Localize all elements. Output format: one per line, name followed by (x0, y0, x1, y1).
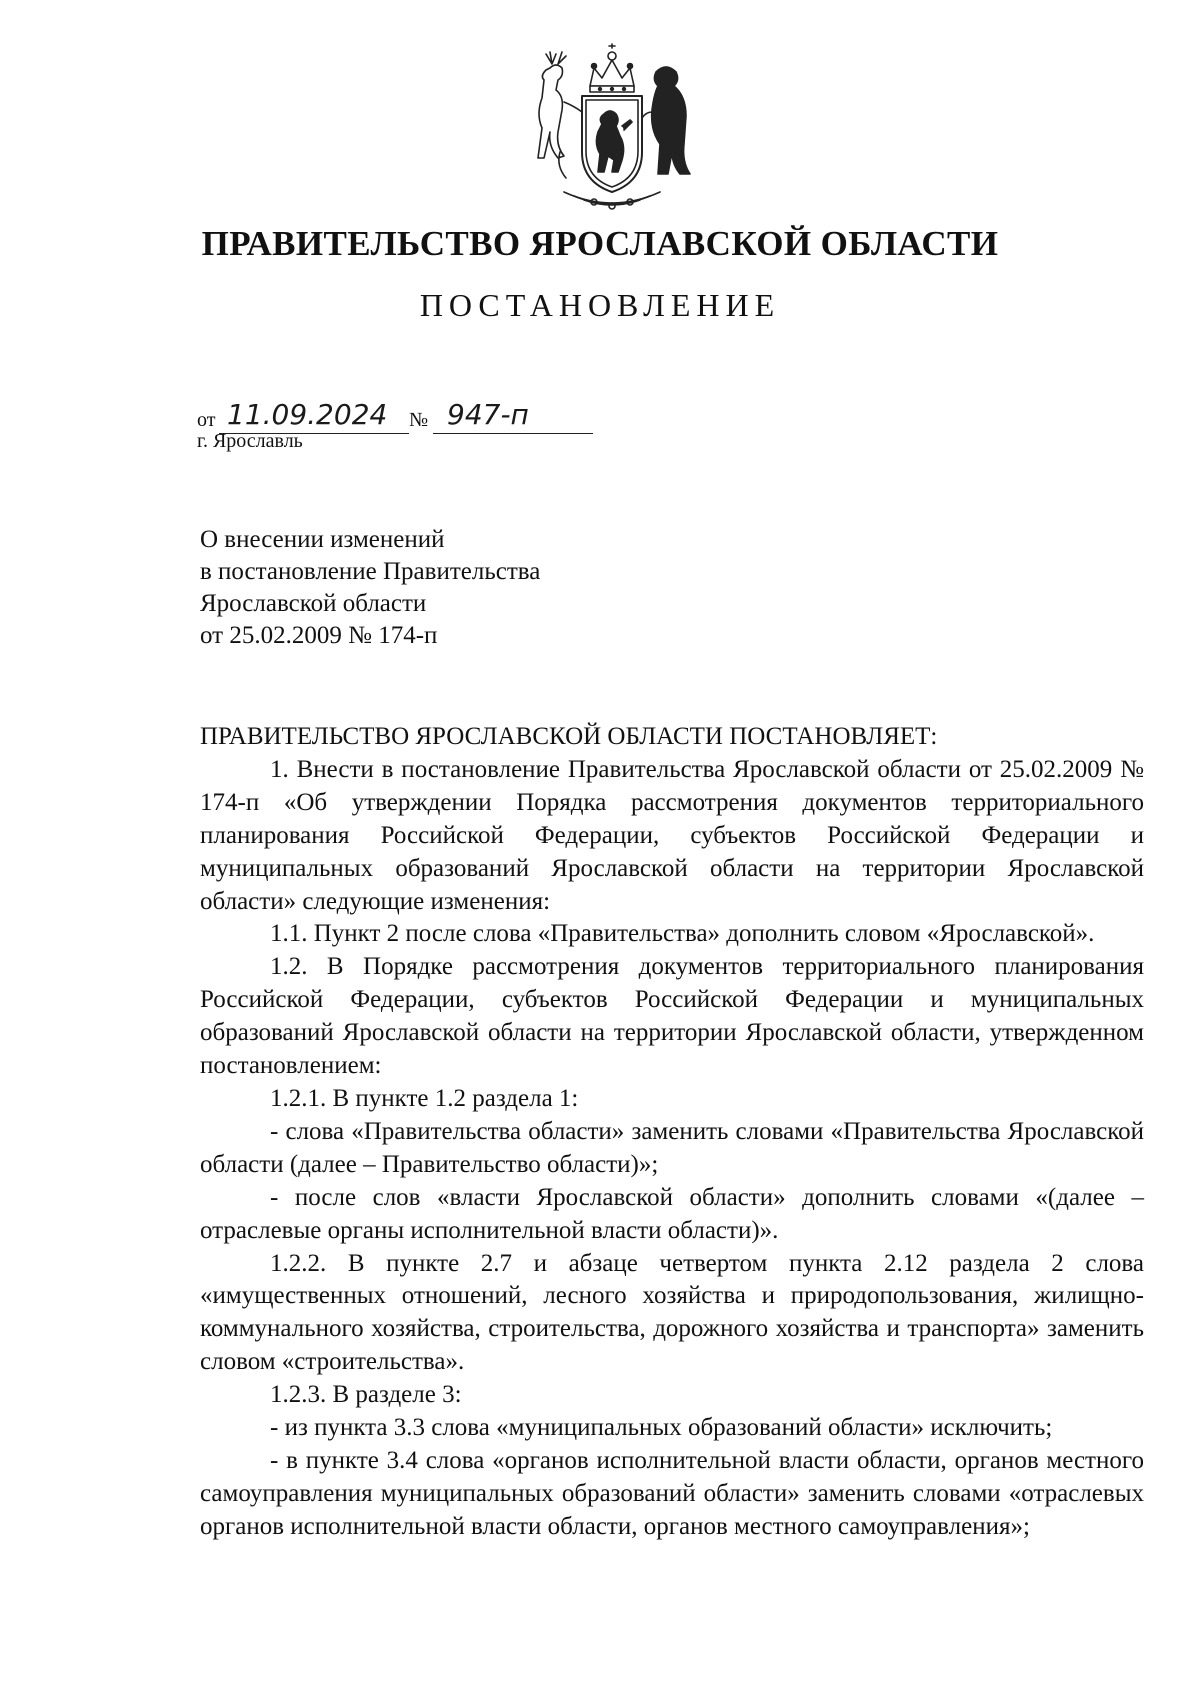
registration-line (197, 390, 617, 434)
registration-number: 947-п (447, 398, 529, 431)
resolution-heading: ПРАВИТЕЛЬСТВО ЯРОСЛАВСКОЙ ОБЛАСТИ ПОСТАНОВЛЯЕТ: (200, 723, 938, 750)
date-prefix: от (197, 409, 216, 431)
number-underline (433, 433, 593, 434)
document-type: ПОСТАНОВЛЕНИЕ (419, 287, 781, 323)
subject-line: от 25.02.2009 № 174-п (200, 622, 438, 649)
paragraph-dash-3: - из пункта 3.3 слова «муниципальных образований области» исключить; (270, 1414, 1053, 1442)
paragraph-item-1-2-3: 1.2.3. В разделе 3: (270, 1381, 462, 1409)
paragraph-item-1: 1. Внести в постановление Правительства Ярославской области от 25.02.2009 № 174-п «Об утверждении Порядка рассмотрения документов территориального планирования Российской Федерации, субъектов Российской Федерации и муниципальных образований Ярославской области на территории Ярославской области» следующие изменения: (200, 755, 1144, 915)
document-body (200, 721, 1144, 1544)
city: г. Ярославль (197, 430, 303, 452)
subject-line: в постановление Правительства (200, 558, 541, 585)
yaroslavl-coat-of-arms-icon (524, 42, 700, 214)
paragraph-dash-2: - после слов «власти Ярославской области» дополнить словами «(далее – отраслевые органы исполнительной власти области)». (200, 1183, 1144, 1244)
paragraph-item-1-2-1: 1.2.1. В пункте 1.2 раздела 1: (270, 1084, 579, 1112)
subject-line: О внесении изменений (200, 526, 445, 553)
document-subject (200, 524, 540, 652)
registration-date: 11.09.2024 (227, 398, 388, 431)
paragraph-dash-1: - слова «Правительства области» заменить словами «Правительства Ярославской области (далее – Правительство области)»; (200, 1117, 1144, 1178)
paragraph-dash-4: - в пункте 3.4 слова «органов исполнительной власти области, органов местного самоуправления муниципальных образований области» заменить словами «отраслевых органов исполнительной власти области, органов местного самоуправления»; (200, 1446, 1144, 1540)
subject-line: Ярославской области (200, 590, 427, 617)
paragraph-item-1-1: 1.1. Пункт 2 после слова «Правительства» дополнить словом «Ярославской». (270, 920, 1095, 948)
organization-title: ПРАВИТЕЛЬСТВО ЯРОСЛАВСКОЙ ОБЛАСТИ (201, 224, 999, 263)
paragraph-item-1-2-2: 1.2.2. В пункте 2.7 и абзаце четвертом пункта 2.12 раздела 2 слова «имущественных отношений, лесного хозяйства и природопользования, жилищно-коммунального хозяйства, строительства, дорожного хозяйства и транспорта» заменить словом «строительства». (200, 1249, 1144, 1376)
paragraph-item-1-2: 1.2. В Порядке рассмотрения документов территориального планирования Российской Федерации, субъектов Российской Федерации и муниципальных образований Ярославской области на территории Ярославской области, утвержденном постановлением: (200, 953, 1144, 1080)
number-prefix: № (409, 409, 429, 431)
